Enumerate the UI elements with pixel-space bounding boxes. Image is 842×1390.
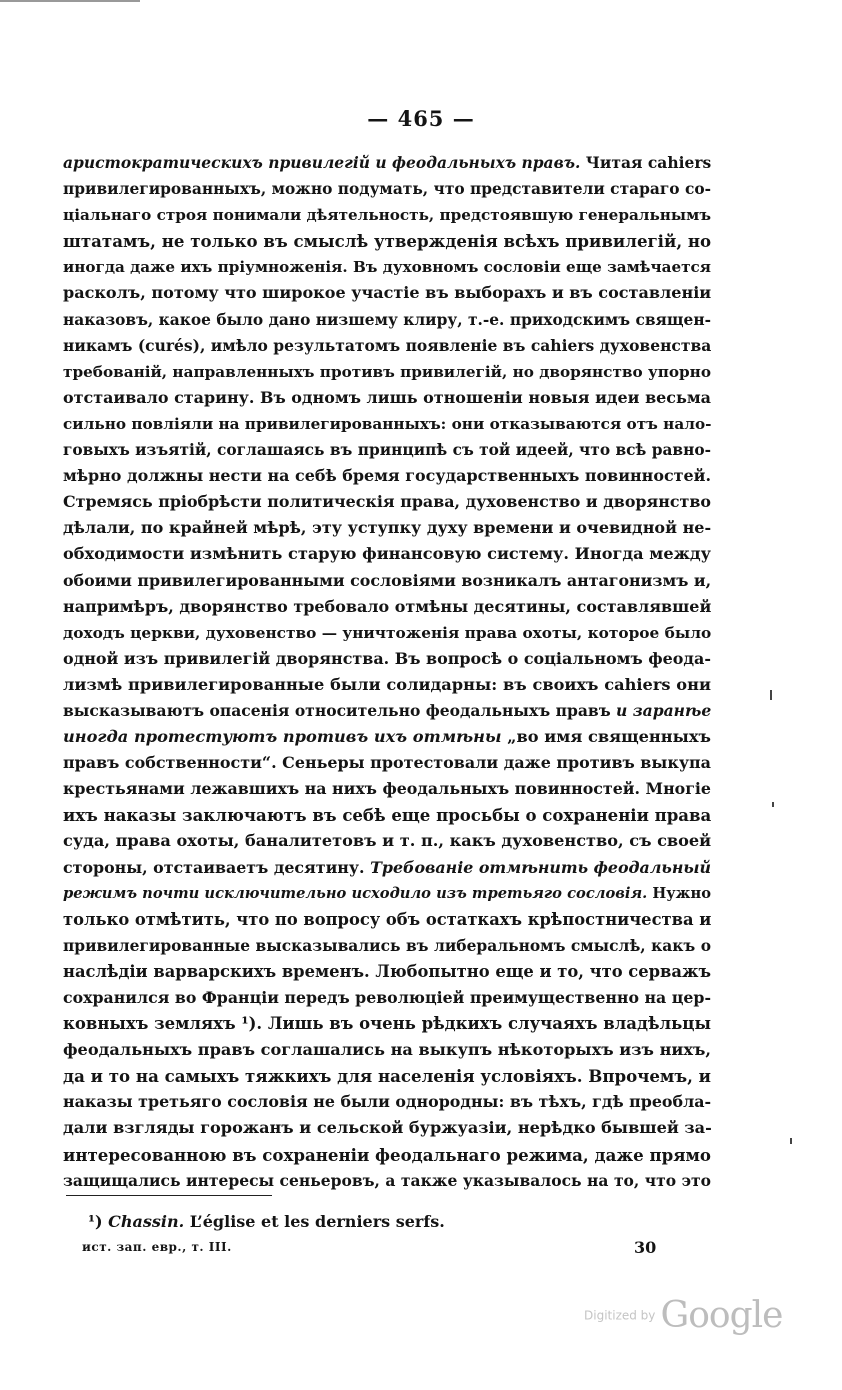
text-segment: расколъ, потому что широкое участіе въ выборахъ и въ составленіи — [63, 283, 712, 303]
footnote-text: L’église et les derniers serfs. — [189, 1212, 445, 1231]
text-line — [63, 385, 711, 411]
footnote-author: Chassin. — [108, 1212, 185, 1231]
text-line — [63, 620, 711, 646]
text-segment: Нужно — [647, 884, 712, 902]
footnote — [88, 1212, 445, 1231]
printer-signature: ист. зап. евр., т. III. — [82, 1240, 232, 1254]
text-line — [63, 828, 711, 854]
margin-mark — [790, 1138, 792, 1144]
text-line — [63, 646, 711, 672]
text-line — [63, 672, 711, 698]
text-line — [63, 933, 711, 959]
text-segment: феодальныхъ правъ соглашались на выкупъ нѣкоторыхъ изъ нихъ, — [63, 1040, 711, 1060]
text-segment: сильно повліяли на привилегированныхъ: они отказываются отъ нало- — [63, 414, 712, 433]
text-segment: говыхъ изъятій, соглашаясь въ принципѣ съ той идеей, что всѣ равно- — [63, 441, 711, 460]
text-line — [63, 1063, 711, 1089]
text-segment: правъ собственности“. Сеньеры протестовали даже противъ выкупа — [63, 753, 711, 773]
text-segment: мѣрно должны нести на себѣ бремя государственныхъ повинностей. — [63, 466, 711, 486]
text-line — [63, 202, 711, 228]
text-segment: напримѣръ, дворянство требовало отмѣны десятины, составлявшей — [63, 596, 712, 616]
text-line — [63, 411, 711, 437]
text-segment: суда, права охоты, баналитетовъ и т. п., какъ духовенство, съ своей — [63, 831, 712, 851]
text-line — [63, 776, 711, 802]
text-segment: обходимости измѣнить старую финансовую систему. Иногда между — [63, 544, 711, 564]
text-line — [63, 881, 711, 907]
text-segment: обоими привилегированными сословіями возникалъ антагонизмъ и, — [63, 570, 712, 590]
text-line — [63, 594, 711, 620]
text-line — [63, 463, 711, 489]
text-segment: отстаивало старину. Въ одномъ лишь отношеніи новыя идеи весьма — [63, 387, 711, 407]
footnote-marker: ¹) — [88, 1212, 103, 1231]
text-line — [63, 724, 711, 750]
top-edge-rule — [0, 0, 140, 8]
text-segment: ціальнаго строя понимали дѣятельность, предстоявшую генеральнымъ — [63, 206, 711, 225]
italic-text-segment: и заранѣе — [616, 700, 712, 720]
text-line — [63, 907, 711, 933]
italic-text-segment: режимъ почти исключительно исходило изъ третьяго сословія. — [63, 884, 648, 902]
text-segment: интересованною въ сохраненіи феодальнаго режима, даже прямо — [63, 1144, 711, 1165]
text-line — [63, 489, 711, 515]
text-line — [63, 541, 711, 567]
text-segment: требованій, направленныхъ противъ привилегій, но дворянство упорно — [63, 362, 711, 381]
page-number-header: — 465 — — [367, 106, 475, 131]
text-line — [63, 254, 711, 280]
text-segment: Стремясь пріобрѣсти политическія права, духовенство и дворянство — [63, 492, 711, 512]
margin-mark — [770, 690, 772, 700]
text-line — [63, 568, 711, 594]
text-segment: дѣлали, по крайней мѣрѣ, эту уступку духу времени и очевидной не- — [63, 518, 712, 538]
text-segment: дали взгляды горожанъ и сельской буржуазіи, нерѣдко бывшей за- — [63, 1118, 712, 1138]
text-segment: никамъ (curés), имѣло результатомъ появленіе въ cahiers духовенства — [63, 335, 712, 355]
text-segment: только отмѣтить, что по вопросу объ остаткахъ крѣпостничества и — [63, 909, 712, 929]
text-line — [63, 750, 711, 776]
google-logo: Google — [660, 1295, 783, 1336]
footnote-divider — [66, 1195, 272, 1196]
text-segment: высказываютъ опасенія относительно феодальныхъ правъ — [63, 700, 617, 720]
italic-text-segment: Требованіе отмѣнить феодальный — [370, 857, 711, 877]
text-line — [63, 959, 711, 985]
text-line — [63, 437, 711, 463]
text-segment: наказовъ, какое было дано низшему клиру, т.-е. приходскимъ священ- — [63, 310, 711, 329]
text-line — [63, 359, 711, 385]
text-line — [63, 985, 711, 1011]
text-segment: иногда даже ихъ пріумноженія. Въ духовномъ сословіи еще замѣчается — [63, 258, 711, 277]
text-segment: Читая cahiers — [580, 153, 712, 172]
text-segment: привилегированныхъ, можно подумать, что представители стараго со- — [63, 180, 711, 199]
text-segment: доходъ церкви, духовенство — уничтоженія права охоты, которое было — [63, 623, 712, 642]
text-line — [63, 515, 711, 541]
text-line — [63, 802, 711, 828]
text-segment: защищались интересы сеньеровъ, а также указывалось на то, что это — [63, 1170, 711, 1190]
text-line — [63, 333, 711, 359]
italic-text-segment: аристократическихъ привилегій и феодальныхъ правъ. — [63, 153, 581, 172]
text-segment: привилегированные высказывались въ либеральномъ смыслѣ, какъ о — [63, 935, 711, 955]
text-line — [63, 307, 711, 333]
text-line — [63, 1089, 711, 1115]
text-segment: наказы третьяго сословія не были однородны: въ тѣхъ, гдѣ преобла- — [63, 1092, 712, 1112]
text-segment: лизмѣ привилегированные были солидарны: въ своихъ cahiers они — [63, 674, 711, 694]
text-segment: штатамъ, не только въ смыслѣ утвержденія всѣхъ привилегій, но — [63, 231, 712, 252]
text-segment: сохранился во Франціи передъ революціей преимущественно на цер- — [63, 988, 711, 1007]
text-line — [63, 280, 711, 306]
text-segment: „во имя священныхъ — [501, 727, 711, 747]
watermark-prefix: Digitized by — [584, 1308, 656, 1323]
text-line — [63, 228, 711, 254]
text-segment: ковныхъ земляхъ ¹). Лишь въ очень рѣдкихъ случаяхъ владѣльцы — [63, 1014, 711, 1034]
text-segment: да и то на самыхъ тяжкихъ для населенія условіяхъ. Впрочемъ, и — [63, 1066, 711, 1087]
text-segment: одной изъ привилегій дворянства. Въ вопросѣ о соціальномъ феода- — [63, 648, 711, 668]
italic-text-segment: иногда протестуютъ противъ ихъ отмѣны — [63, 727, 502, 747]
sheet-number: 30 — [634, 1238, 657, 1257]
text-segment: наслѣдіи варварскихъ временъ. Любопытно еще и то, что серважъ — [63, 961, 711, 981]
text-line — [63, 1011, 711, 1037]
margin-mark — [772, 802, 774, 807]
text-line — [63, 855, 711, 881]
text-line — [63, 698, 711, 724]
text-segment: крестьянами лежавшихъ на нихъ феодальныхъ повинностей. Многіе — [63, 779, 711, 799]
text-segment: стороны, отстаиваетъ десятину. — [63, 857, 371, 877]
text-line — [63, 1142, 711, 1168]
text-line — [63, 1168, 711, 1194]
text-line — [63, 1037, 711, 1063]
text-line — [63, 1115, 711, 1141]
main-text-block — [63, 150, 711, 1194]
text-line — [63, 176, 711, 202]
text-segment: ихъ наказы заключаютъ въ себѣ еще просьбы о сохраненіи права — [63, 805, 712, 826]
digitization-watermark — [584, 1295, 782, 1336]
text-line — [63, 150, 711, 176]
